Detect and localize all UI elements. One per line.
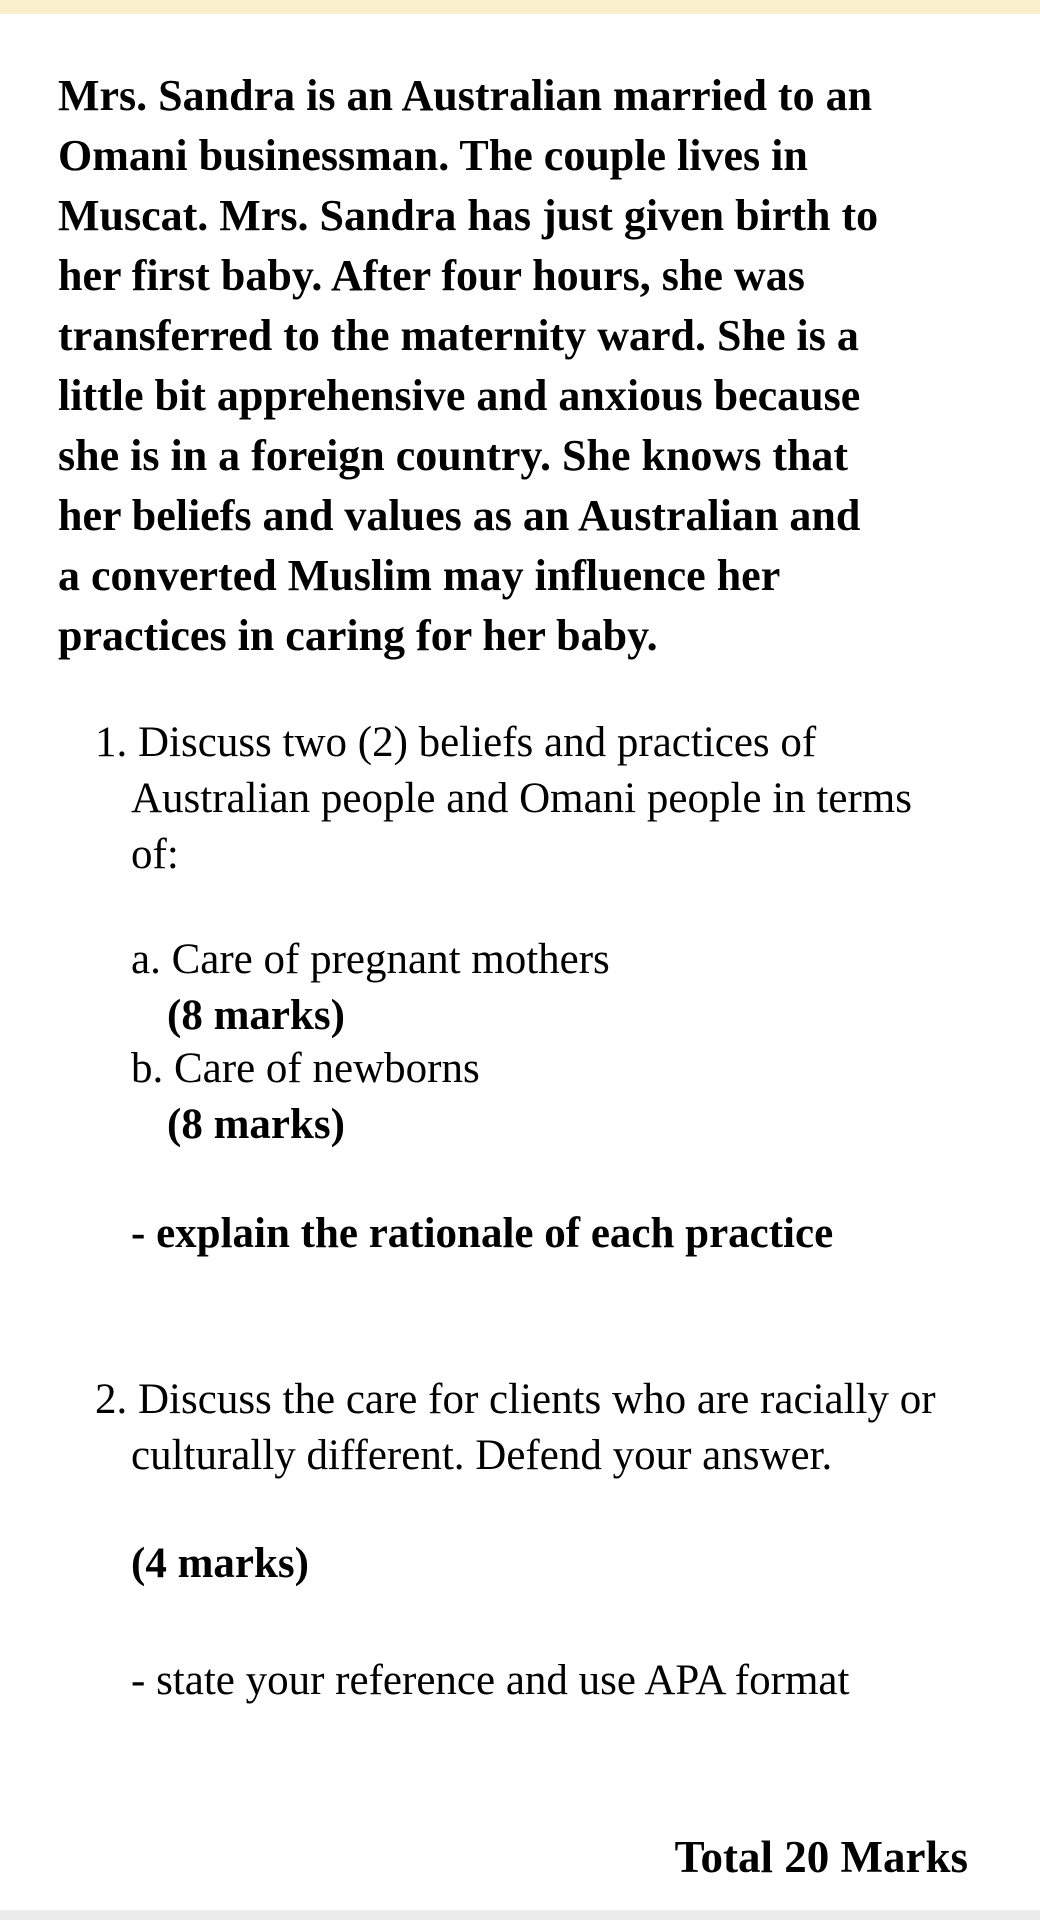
question-2-line: culturally different. Defend your answer.	[131, 1432, 833, 1479]
scenario-line: Mrs. Sandra is an Australian married to an	[58, 71, 873, 120]
part-a-marks: (8 marks)	[167, 992, 345, 1039]
bottom-strip	[0, 1910, 1040, 1920]
scenario-line: transferred to the maternity ward. She is a	[58, 311, 859, 360]
question-1-part-a	[131, 932, 610, 1044]
question-1	[95, 715, 912, 883]
part-a-label: a. Care of pregnant mothers	[131, 936, 610, 983]
question-1-line: 1. Discuss two (2) beliefs and practices of	[95, 719, 817, 766]
question-2-instruction: - state your reference and use APA format	[131, 1657, 850, 1704]
question-2	[95, 1372, 936, 1484]
question-1-part-b	[131, 1041, 480, 1153]
scenario-line: Omani businessman. The couple lives in	[58, 131, 808, 180]
question-2-marks: (4 marks)	[131, 1540, 309, 1587]
case-scenario-paragraph	[58, 66, 998, 666]
question-1-instruction: - explain the rationale of each practice	[131, 1210, 834, 1257]
question-1-line: of:	[131, 831, 179, 878]
part-b-marks: (8 marks)	[167, 1101, 345, 1148]
scenario-line: her beliefs and values as an Australian and	[58, 491, 861, 540]
top-banner-strip	[0, 0, 1040, 14]
scenario-line: little bit apprehensive and anxious because	[58, 371, 861, 420]
part-b-label: b. Care of newborns	[131, 1045, 480, 1092]
scenario-line: she is in a foreign country. She knows that	[58, 431, 849, 480]
scenario-line: a converted Muslim may influence her	[58, 551, 781, 600]
question-2-line: 2. Discuss the care for clients who are racially or	[95, 1376, 936, 1423]
question-1-line: Australian people and Omani people in terms	[131, 775, 912, 822]
scenario-line: her first baby. After four hours, she was	[58, 251, 805, 300]
scenario-line: Muscat. Mrs. Sandra has just given birth to	[58, 191, 879, 240]
scenario-line: practices in caring for her baby.	[58, 611, 658, 660]
total-marks: Total 20 Marks	[674, 1832, 968, 1882]
